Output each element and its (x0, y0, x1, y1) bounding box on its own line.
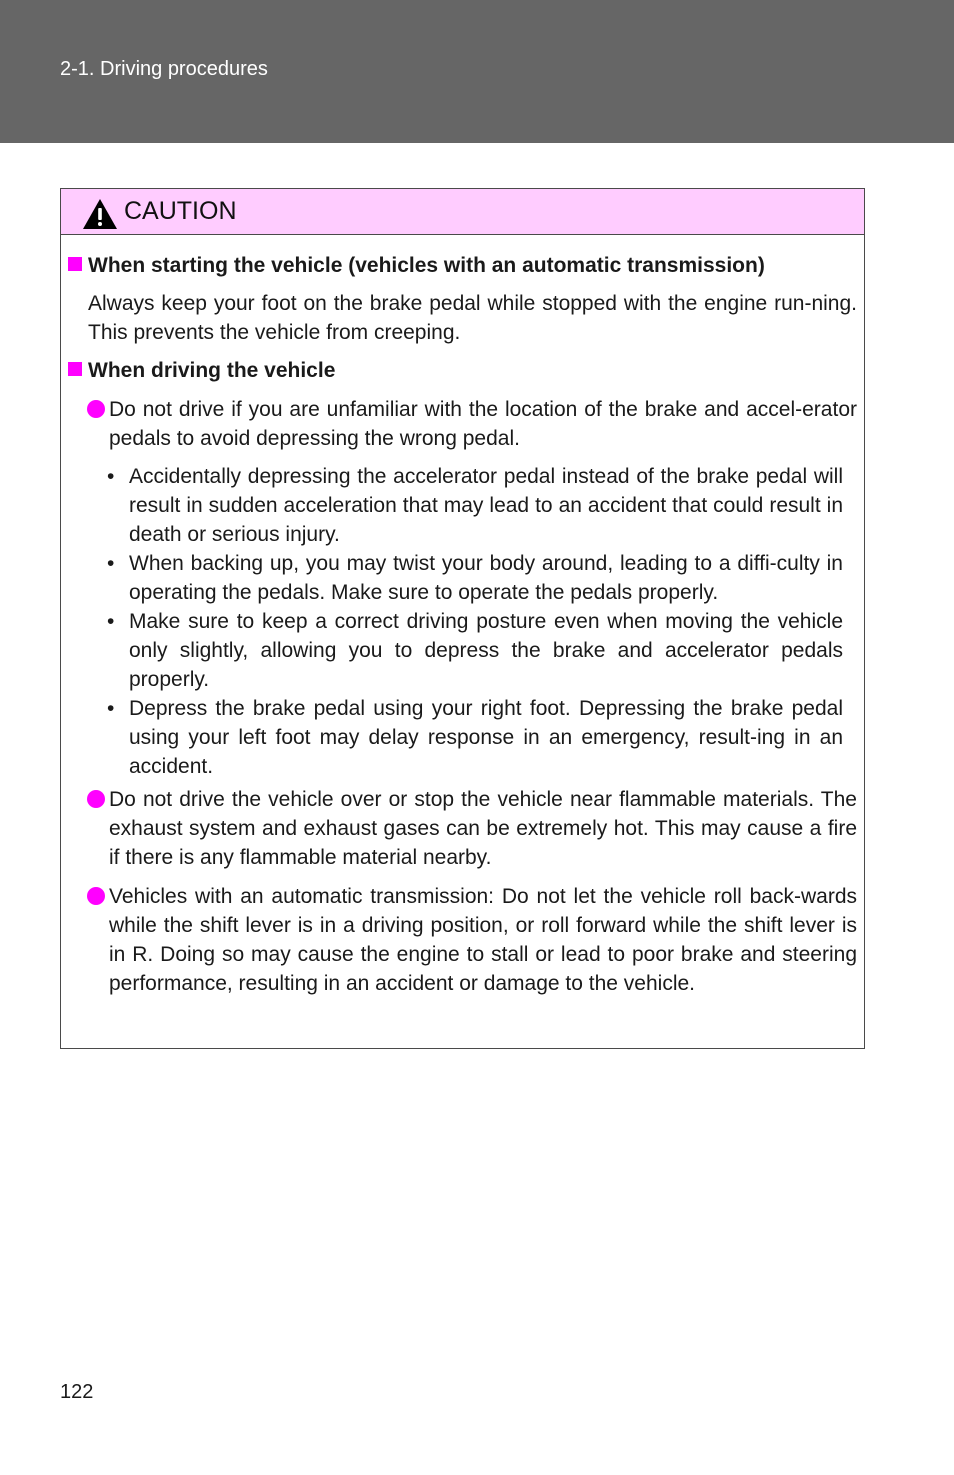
sub-list-item-text: Depress the brake pedal using your right foot. Depressing the brake pedal using your left foot may delay response in an emergency, result-ing in an accident. (129, 697, 843, 778)
square-bullet-icon (68, 362, 82, 376)
warning-triangle-icon (82, 198, 118, 230)
section-label: 2-1. Driving procedures (60, 58, 268, 80)
caution-title: CAUTION (124, 197, 237, 225)
dot-bullet-icon: • (107, 610, 115, 633)
square-bullet-icon (68, 257, 82, 271)
caution-header (61, 189, 864, 235)
section-heading-text: When starting the vehicle (vehicles with an automatic transmission) (88, 254, 765, 277)
list-item-text: Do not drive the vehicle over or stop the vehicle near flammable materials. The exhaust system and exhaust gases can be extremely hot. This may cause a fire if there is any flammable material nearby. (109, 788, 857, 869)
dot-bullet-icon: • (107, 697, 115, 720)
circle-bullet-icon (87, 887, 105, 905)
section-paragraph: Always keep your foot on the brake pedal while stopped with the engine run-ning. This prevents the vehicle from creeping. (88, 292, 857, 344)
circle-bullet-icon (87, 400, 105, 418)
section-heading-text: When driving the vehicle (88, 359, 336, 382)
sub-list-item-text: Accidentally depressing the accelerator pedal instead of the brake pedal will result in sudden acceleration that may lead to an accident that could result in death or serious injury. (129, 465, 843, 546)
list-item-text: Vehicles with an automatic transmission: Do not let the vehicle roll back-wards while the shift lever is in a driving position, or roll forward while the shift lever is in R. Doing so may cause the engine to stall or lead to poor brake and steering performance, resulting in an accident or damage to the vehicle. (109, 885, 857, 995)
sub-list-item-text: Make sure to keep a correct driving posture even when moving the vehicle only slightly, allowing you to depress the brake and accelerator pedals properly. (129, 610, 843, 691)
dot-bullet-icon: • (107, 552, 115, 575)
sub-list-item-text: When backing up, you may twist your body around, leading to a diffi-culty in operating the pedals. Make sure to operate the pedals properly. (129, 552, 843, 604)
section-heading (68, 356, 335, 385)
section-heading (68, 251, 765, 280)
caution-box (60, 188, 865, 1049)
page-number: 122 (60, 1381, 94, 1403)
circle-bullet-icon (87, 790, 105, 808)
list-item-text: Do not drive if you are unfamiliar with the location of the brake and accel-erator pedals to avoid depressing the wrong pedal. (109, 398, 857, 450)
header-band (0, 0, 954, 143)
dot-bullet-icon: • (107, 465, 115, 488)
